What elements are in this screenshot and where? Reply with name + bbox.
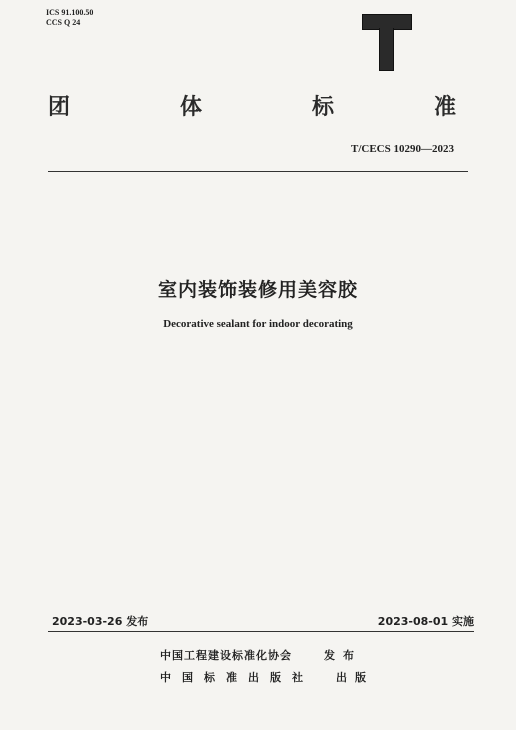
standard-type-char: 准 <box>434 95 457 120</box>
issuer-name: 中国工程建设标准化协会 <box>160 649 292 662</box>
press-action: 出版 <box>336 671 374 684</box>
ccs-code: CCS Q 24 <box>46 18 81 27</box>
top-divider <box>48 171 468 172</box>
standard-type-char: 体 <box>180 95 203 120</box>
classification-codes <box>46 8 93 28</box>
implementation-date: 2023-08-01 实施 <box>377 615 474 628</box>
standard-type-char: 标 <box>312 95 335 120</box>
logo-stem <box>379 28 394 71</box>
bottom-divider <box>48 631 474 632</box>
press-name: 中国标准出版社 <box>160 671 314 684</box>
group-standard-logo <box>362 14 410 70</box>
title-english: Decorative sealant for indoor decorating <box>163 318 353 330</box>
standard-type-char: 团 <box>48 95 71 120</box>
standard-number: T/CECS 10290—2023 <box>351 143 454 155</box>
issuer-action: 发布 <box>324 649 362 662</box>
issue-date: 2023-03-26 发布 <box>52 615 149 628</box>
ics-code: ICS 91.100.50 <box>46 8 94 17</box>
title-chinese: 室内装饰装修用美容胶 <box>157 279 358 301</box>
standard-type-heading <box>48 90 458 124</box>
